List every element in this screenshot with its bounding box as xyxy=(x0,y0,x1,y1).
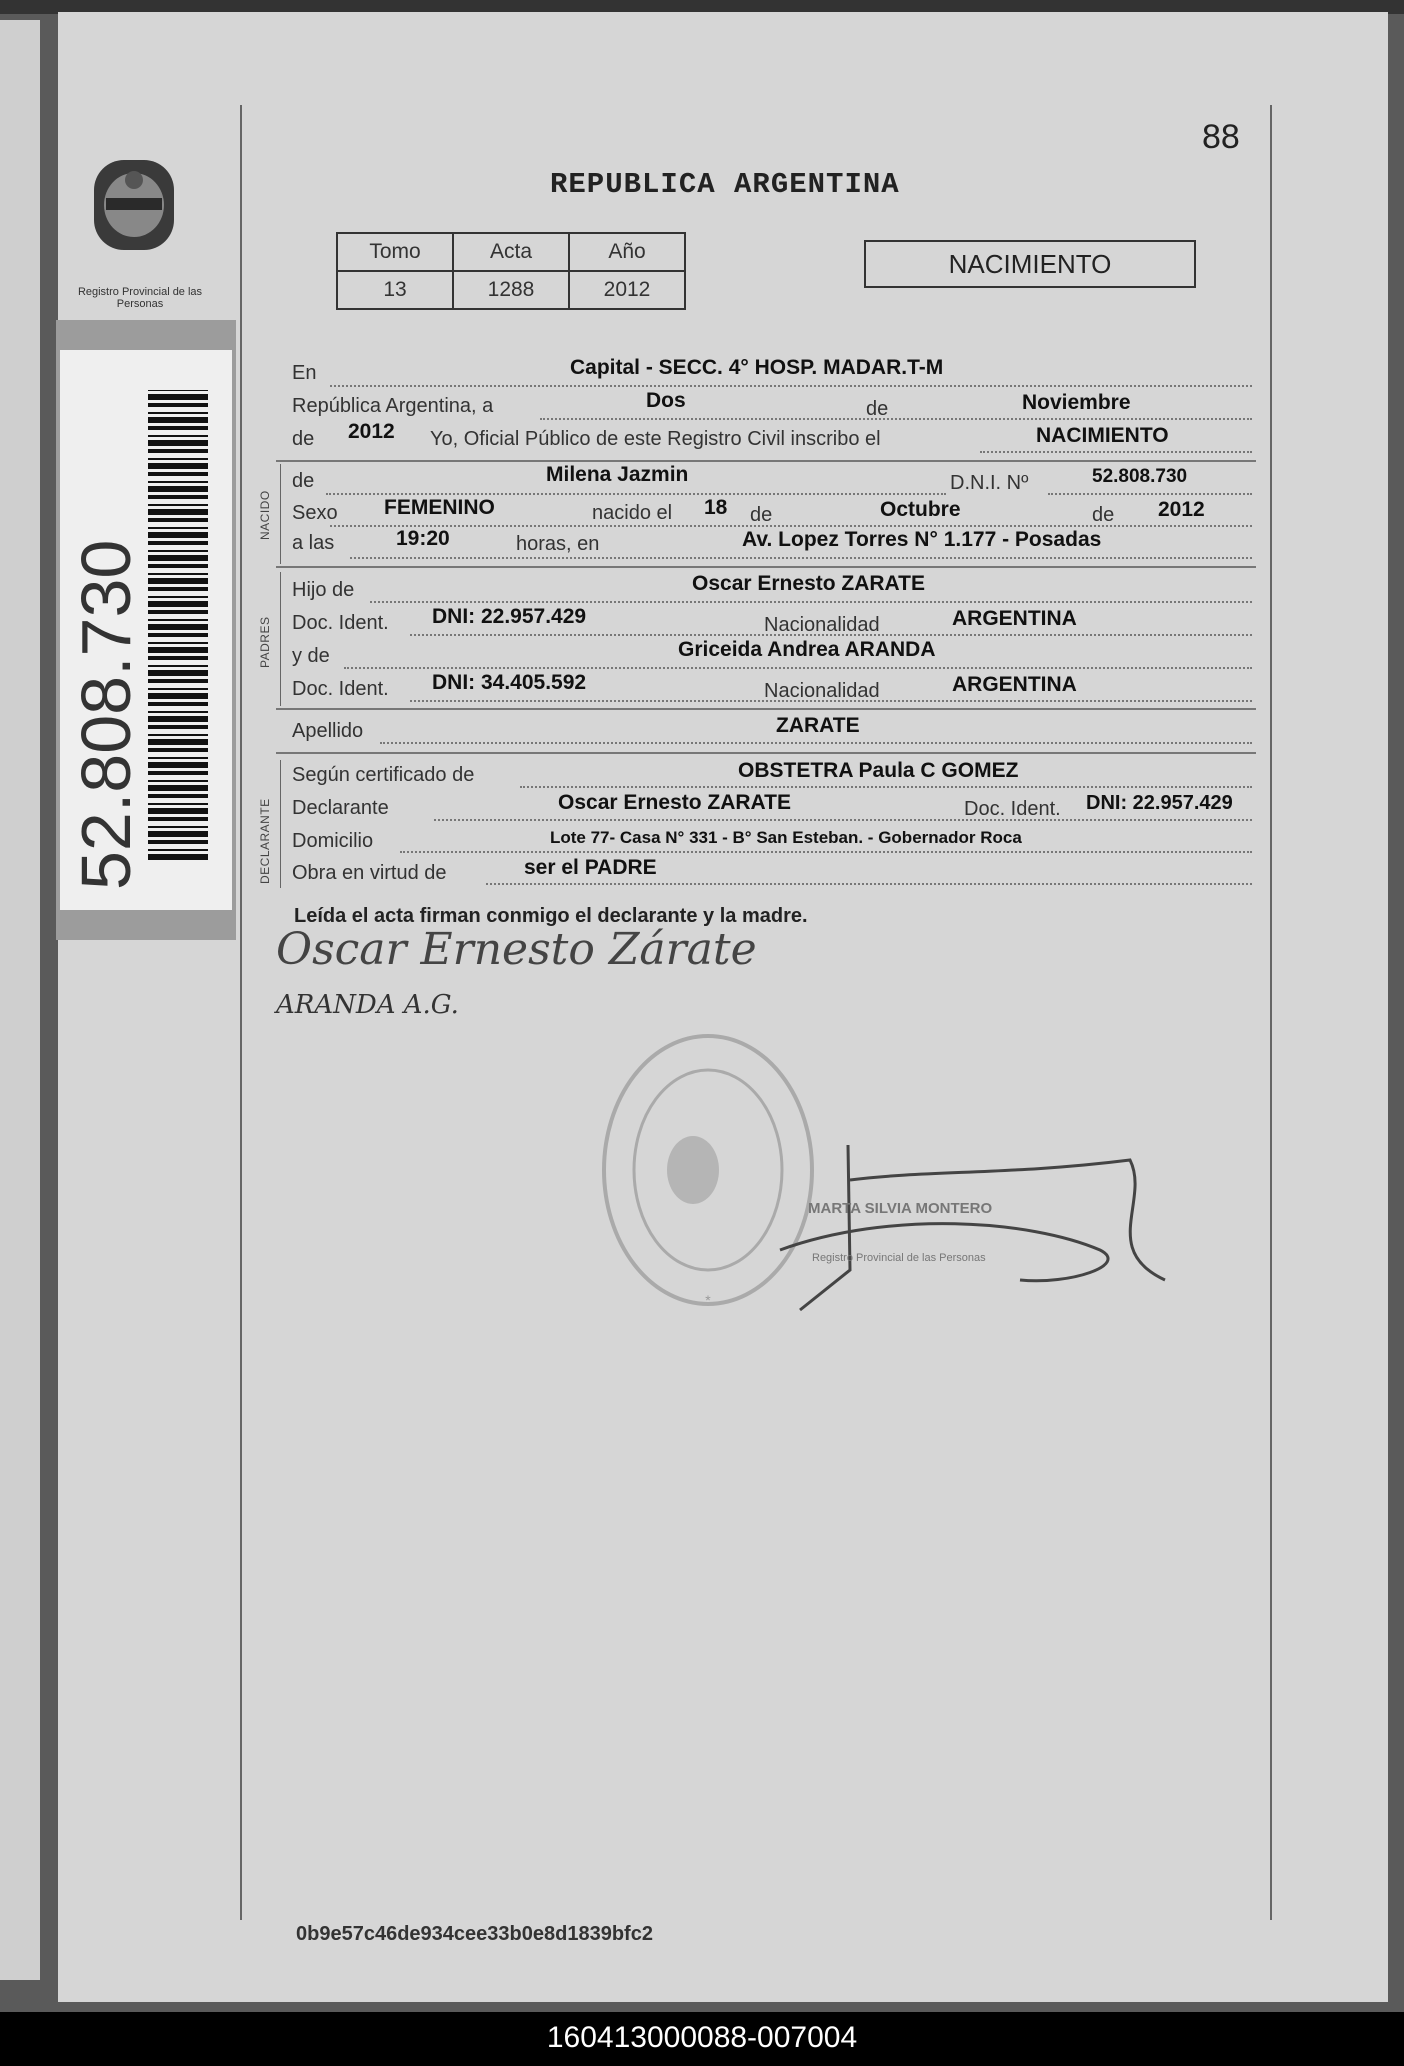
father-dni-value: DNI: 22.957.429 xyxy=(432,605,587,628)
separator-line xyxy=(276,752,1256,754)
label-de-mes: de xyxy=(750,504,773,526)
label-yo: Yo, Oficial Público de este Registro Civil inscribo el xyxy=(430,428,881,450)
official-title: Registro Provincial de las Personas xyxy=(812,1252,986,1264)
certificate-value: OBSTETRA Paula C GOMEZ xyxy=(738,759,1019,782)
label-obra: Obra en virtud de xyxy=(292,862,447,884)
label-segun: Según certificado de xyxy=(292,764,475,786)
month-value: Noviembre xyxy=(1022,391,1131,414)
label-doc-ident-declarant: Doc. Ident. xyxy=(964,798,1061,820)
birth-day-value: 18 xyxy=(704,496,728,519)
official-name: MARTA SILVIA MONTERO xyxy=(808,1200,993,1217)
table-cell-acta: 1288 xyxy=(453,271,569,309)
child-dni-value: 52.808.730 xyxy=(1092,466,1188,487)
year-value: 2012 xyxy=(348,420,395,443)
label-doc-ident-mother: Doc. Ident. xyxy=(292,678,389,700)
mother-dni-value: DNI: 34.405.592 xyxy=(432,671,587,694)
table-header-anio: Año xyxy=(569,233,685,271)
label-apellido: Apellido xyxy=(292,720,364,742)
birth-year-value: 2012 xyxy=(1158,498,1205,521)
act-type-value: NACIMIENTO xyxy=(1036,424,1169,447)
label-nacionalidad-mother: Nacionalidad xyxy=(764,680,880,702)
address-value: Lote 77- Casa N° 331 - B° San Esteban. - Gobernador Roca xyxy=(550,828,1022,847)
birth-place-value: Av. Lopez Torres N° 1.177 - Posadas xyxy=(742,528,1102,551)
separator-line xyxy=(276,566,1256,568)
mother-name-value: Griceida Andrea ARANDA xyxy=(678,638,936,661)
father-name-value: Oscar Ernesto ZARATE xyxy=(692,572,925,595)
label-de2: de xyxy=(292,428,315,450)
declarant-dni-value: DNI: 22.957.429 xyxy=(1086,792,1233,814)
label-dni: D.N.I. Nº xyxy=(950,472,1029,494)
right-margin-line xyxy=(1270,105,1272,1920)
label-sexo: Sexo xyxy=(292,502,338,524)
label-hijo-de: Hijo de xyxy=(292,579,355,601)
left-page-edge xyxy=(0,20,40,1980)
label-doc-ident-father: Doc. Ident. xyxy=(292,612,389,634)
label-en: En xyxy=(292,362,317,384)
barcode-tag xyxy=(56,320,236,940)
mother-nationality-value: ARGENTINA xyxy=(952,673,1077,696)
barcode-icon xyxy=(148,390,208,860)
label-de: de xyxy=(866,398,889,420)
surname-value: ZARATE xyxy=(776,714,860,737)
sex-value: FEMENINO xyxy=(384,496,495,519)
label-de-anio: de xyxy=(1092,504,1115,526)
label-declarante: Declarante xyxy=(292,797,389,819)
side-label-declarante: DECLARANTE xyxy=(258,798,272,884)
document-page xyxy=(58,12,1388,2002)
side-label-padres: PADRES xyxy=(258,616,272,668)
place-value: Capital - SECC. 4° HOSP. MADAR.T-M xyxy=(570,356,944,379)
hour-value: 19:20 xyxy=(396,527,450,550)
label-y-de: y de xyxy=(292,645,330,667)
table-cell-anio: 2012 xyxy=(569,271,685,309)
table-cell-tomo: 13 xyxy=(337,271,453,309)
document-hash: 0b9e57c46de934cee33b0e8d1839bfc2 xyxy=(296,1923,653,1945)
label-horas-en: horas, en xyxy=(516,533,600,555)
section-line xyxy=(280,572,281,706)
svg-text:*: * xyxy=(705,1292,711,1308)
side-label-nacido: NACIDO xyxy=(258,490,272,540)
label-a-las: a las xyxy=(292,532,335,554)
label-domicilio: Domicilio xyxy=(292,830,374,852)
tag-number: 52.808.730 xyxy=(67,539,145,890)
official-signature-icon xyxy=(770,1140,1170,1320)
act-type-box: NACIMIENTO xyxy=(864,240,1196,288)
label-nacionalidad-father: Nacionalidad xyxy=(764,614,880,636)
mother-signature: ARANDA A.G. xyxy=(276,990,459,1020)
page-number: 88 xyxy=(1202,118,1240,156)
birth-month-value: Octubre xyxy=(880,498,961,521)
table-header-acta: Acta xyxy=(453,233,569,271)
registry-table xyxy=(336,232,686,310)
child-name-value: Milena Jazmin xyxy=(546,463,689,486)
declarant-signature: Oscar Ernesto Zárate xyxy=(276,924,757,975)
table-header-tomo: Tomo xyxy=(337,233,453,271)
day-value: Dos xyxy=(646,389,686,412)
label-de-nombre: de xyxy=(292,470,315,492)
emblem-caption: Registro Provincial de las Personas xyxy=(77,286,203,310)
registry-emblem-icon xyxy=(84,150,184,270)
country-heading: REPUBLICA ARGENTINA xyxy=(550,168,900,201)
label-republica: República Argentina, a xyxy=(292,395,494,417)
label-nacido-el: nacido el xyxy=(592,502,673,524)
separator-line xyxy=(276,460,1256,462)
closing-statement: Leída el acta firman conmigo el declarante y la madre. xyxy=(294,905,808,927)
father-nationality-value: ARGENTINA xyxy=(952,607,1077,630)
section-line xyxy=(280,760,281,888)
left-margin-line xyxy=(240,105,242,1920)
footer-code: 160413000088-007004 xyxy=(0,2012,1404,2066)
capacity-value: ser el PADRE xyxy=(524,856,657,879)
declarant-value: Oscar Ernesto ZARATE xyxy=(558,791,791,814)
separator-line xyxy=(276,708,1256,710)
section-line xyxy=(280,464,281,564)
